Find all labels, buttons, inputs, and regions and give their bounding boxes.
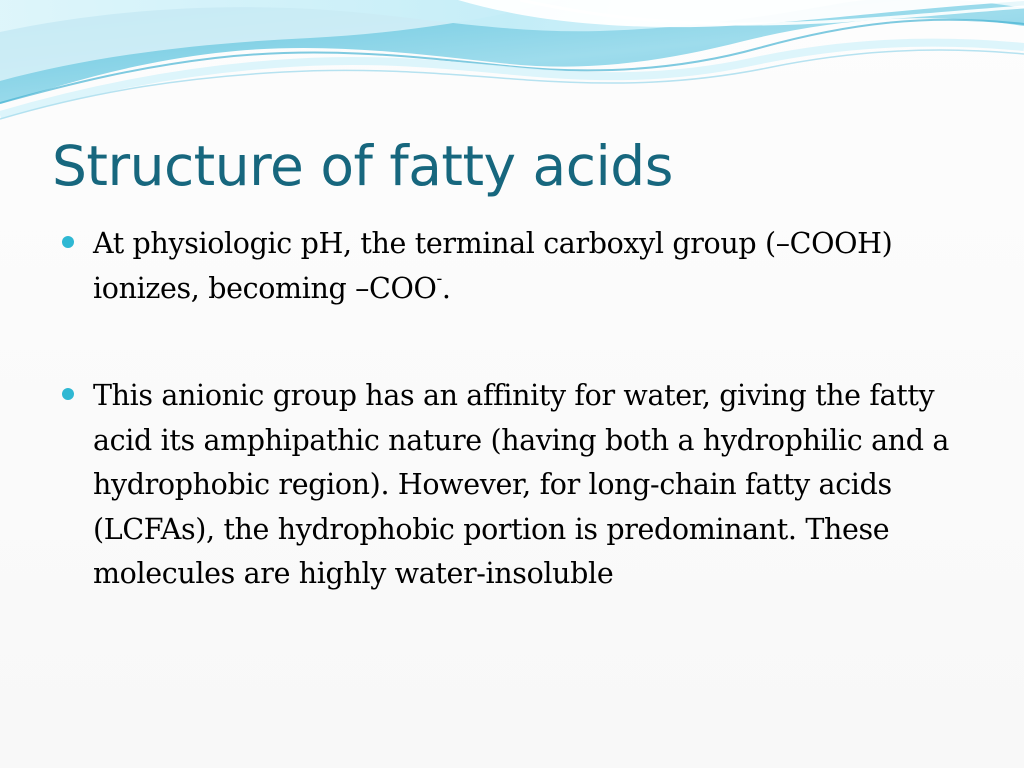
bullet-text-anionic-group: This anionic group has an affinity for water, giving the fatty acid its amphipathic nature (having both a hydrophilic and a hydrophobic region). However, for long-chain fatty acids (LCFAs), the hydrophobic portion is predominant. These molecules are highly water-insoluble (93, 379, 949, 590)
bullet-text-physiologic-ph (93, 227, 892, 305)
charge-superscript: - (436, 268, 442, 289)
bullet-text-ending: . (441, 271, 451, 305)
bullet-item-anionic-group (62, 374, 962, 597)
bullet-item-physiologic-ph (62, 222, 962, 311)
bullet-text-main: At physiologic pH, the terminal carboxyl group (–COOH) ionizes, becoming –COO (93, 227, 893, 305)
bullet-icon (62, 388, 74, 400)
bullet-list (62, 222, 962, 597)
slide-title: Structure of fatty acids (52, 134, 673, 198)
bullet-icon (62, 236, 74, 248)
wave-header-graphic (0, 0, 1024, 130)
